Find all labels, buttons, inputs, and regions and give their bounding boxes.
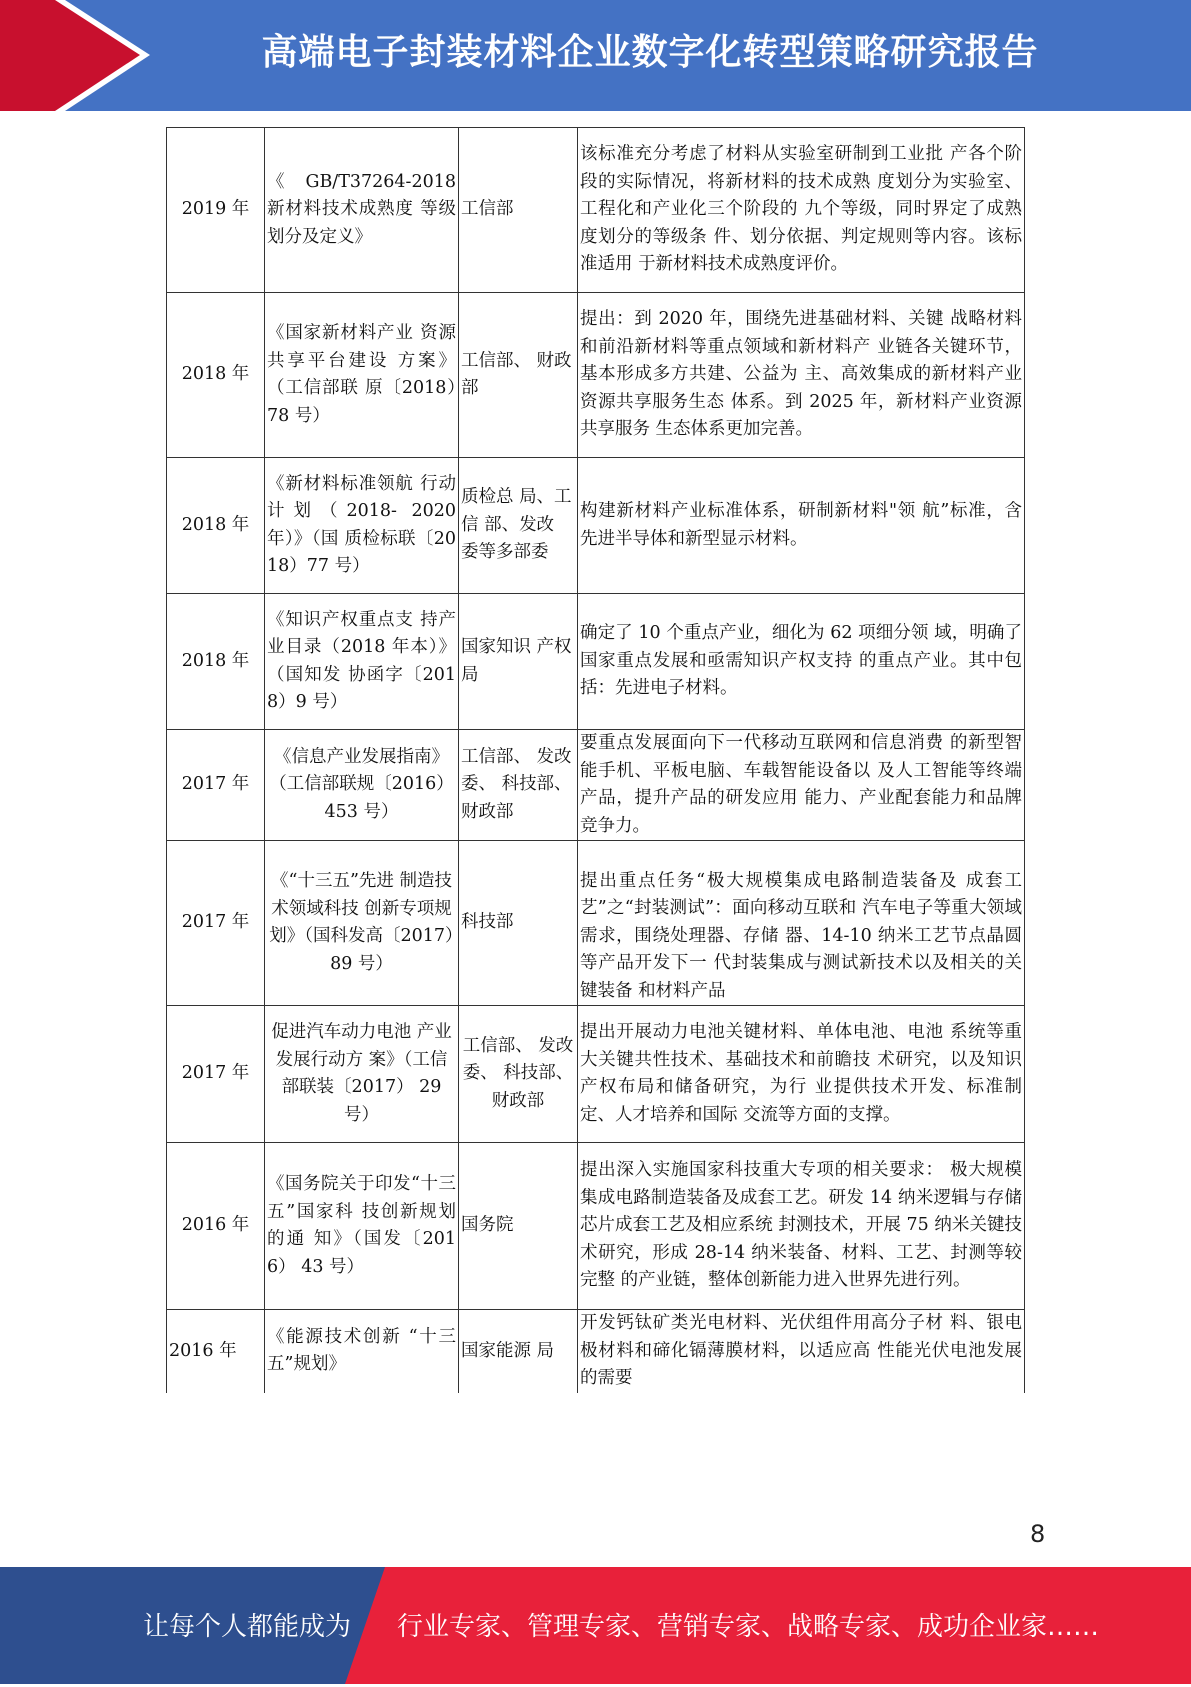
- document-cell: 《国务院关于印发“十三五”国家科 技创新规划的通 知》（国发〔2016） 43 号）: [265, 1143, 459, 1310]
- page-number: 8: [1030, 1520, 1046, 1548]
- year-cell: 2018 年: [167, 293, 265, 458]
- department-cell: 国务院: [459, 1143, 578, 1310]
- year-cell: 2016 年: [167, 1143, 265, 1310]
- department-cell: 工信部、 财政部: [459, 293, 578, 458]
- table-row: [167, 1143, 1025, 1310]
- document-cell: 《信息产业发展指南》（工信部联规〔2016） 453 号）: [265, 730, 459, 841]
- table-row: [167, 841, 1025, 1006]
- document-cell: 《新材料标准领航 行动计划（2018- 2020 年）》（国 质检标联〔2018）77 号）: [265, 458, 459, 594]
- document-cell: 《知识产权重点支 持产业目录（2018 年本）》（国知发 协函字〔2018）9 号）: [265, 594, 459, 730]
- department-cell: 质检总 局、工信 部、发改 委等多部委: [459, 458, 578, 594]
- table-row: [167, 1006, 1025, 1143]
- content-cell: 要重点发展面向下一代移动互联网和信息消费 的新型智能手机、平板电脑、车载智能设备以 及人工智能等终端产品，提升产品的研发应用 能力、产业配套能力和品牌竞争力。: [578, 730, 1025, 841]
- year-cell: 2017 年: [167, 1006, 265, 1143]
- content-cell: 提出开展动力电池关键材料、单体电池、电池 系统等重大关键共性技术、基础技术和前瞻技 术研究，以及知识产权布局和储备研究，为行 业提供技术开发、标准制定、人才培养和国际 交流等方面的支撑。: [578, 1006, 1025, 1143]
- year-cell: 2018 年: [167, 458, 265, 594]
- content-cell: 该标准充分考虑了材料从实验室研制到工业批 产各个阶段的实际情况，将新材料的技术成熟 度划分为实验室、工程化和产业化三个阶段的 九个等级，同时界定了成熟度划分的等级条 件、划分依据、判定规则等内容。该标准适用 于新材料技术成熟度评价。: [578, 128, 1025, 293]
- table-row: [167, 458, 1025, 594]
- document-cell: 《GB/T37264-2018 新材料技术成熟度 等级划分及定义》: [265, 128, 459, 293]
- table-row: [167, 1310, 1025, 1393]
- content-cell: 确定了 10 个重点产业，细化为 62 项细分领 域，明确了国家重点发展和亟需知识产权支持 的重点产业。其中包括：先进电子材料。: [578, 594, 1025, 730]
- policy-table: [166, 127, 1025, 1393]
- department-cell: 国家知识 产权局: [459, 594, 578, 730]
- document-cell: 促进汽车动力电池 产业发展行动方 案》（工信部联装〔2017） 29 号）: [265, 1006, 459, 1143]
- department-cell: 科技部: [459, 841, 578, 1006]
- year-cell: 2017 年: [167, 841, 265, 1006]
- table-row: [167, 730, 1025, 841]
- department-cell: 国家能源 局: [459, 1310, 578, 1393]
- document-cell: 《国家新材料产业 资源共享平台建设 方案》（工信部联 原〔2018）78 号）: [265, 293, 459, 458]
- content-cell: 构建新材料产业标准体系，研制新材料"领 航”标准，含先进半导体和新型显示材料。: [578, 458, 1025, 594]
- footer-slogan-right: 行业专家、管理专家、营销专家、战略专家、成功企业家……: [397, 1612, 1100, 1642]
- content-cell: 提出深入实施国家科技重大专项的相关要求： 极大规模集成电路制造装备及成套工艺。研发 14 纳米逻辑与存储芯片成套工艺及相应系统 封测技术，开展 75 纳米关键技术研究，形成 28-14 纳米装备、材料、工艺、封测等较完整 的产业链，整体创新能力进入世界先进行列。: [578, 1143, 1025, 1310]
- footer-slogan-left: 让每个人都能成为: [143, 1612, 352, 1642]
- department-cell: 工信部、 发改委、 科技部、 财政部: [459, 730, 578, 841]
- page-footer: [0, 1567, 1191, 1684]
- year-cell: 2016 年: [167, 1310, 265, 1393]
- department-cell: 工信部: [459, 128, 578, 293]
- department-cell: 工信部、 发改委、 科技部、 财政部: [459, 1006, 578, 1143]
- table-row: [167, 128, 1025, 293]
- year-cell: 2018 年: [167, 594, 265, 730]
- document-cell: 《“十三五”先进 制造技术领域科技 创新专项规划》（国科发高〔2017）89 号）: [265, 841, 459, 1006]
- table-row: [167, 293, 1025, 458]
- year-cell: 2017 年: [167, 730, 265, 841]
- year-cell: 2019 年: [167, 128, 265, 293]
- report-title: 高端电子封装材料企业数字化转型策略研究报告: [261, 32, 1039, 73]
- content-cell: 开发钙钛矿类光电材料、光伏组件用高分子材 料、银电极材料和碲化镉薄膜材料，以适应高 性能光伏电池发展的需要: [578, 1310, 1025, 1393]
- content-cell: 提出：到 2020 年，围绕先进基础材料、关键 战略材料和前沿新材料等重点领域和新材料产 业链各关键环节，基本形成多方共建、公益为 主、高效集成的新材料产业资源共享服务生态 体系。到 2025 年，新材料产业资源共享服务 生态体系更加完善。: [578, 293, 1025, 458]
- page-header: [0, 0, 1191, 111]
- content-cell: 提出重点任务“极大规模集成电路制造装备及 成套工艺”之“封装测试”：面向移动互联和 汽车电子等重大领域需求，围绕处理器、存储 器、14-10 纳米工艺节点晶圆等产品开发下一 代封装集成与测试新技术以及相关的关键装备 和材料产品: [578, 841, 1025, 1006]
- table-row: [167, 594, 1025, 730]
- document-cell: 《能源技术创新 “十三五”规划》: [265, 1310, 459, 1393]
